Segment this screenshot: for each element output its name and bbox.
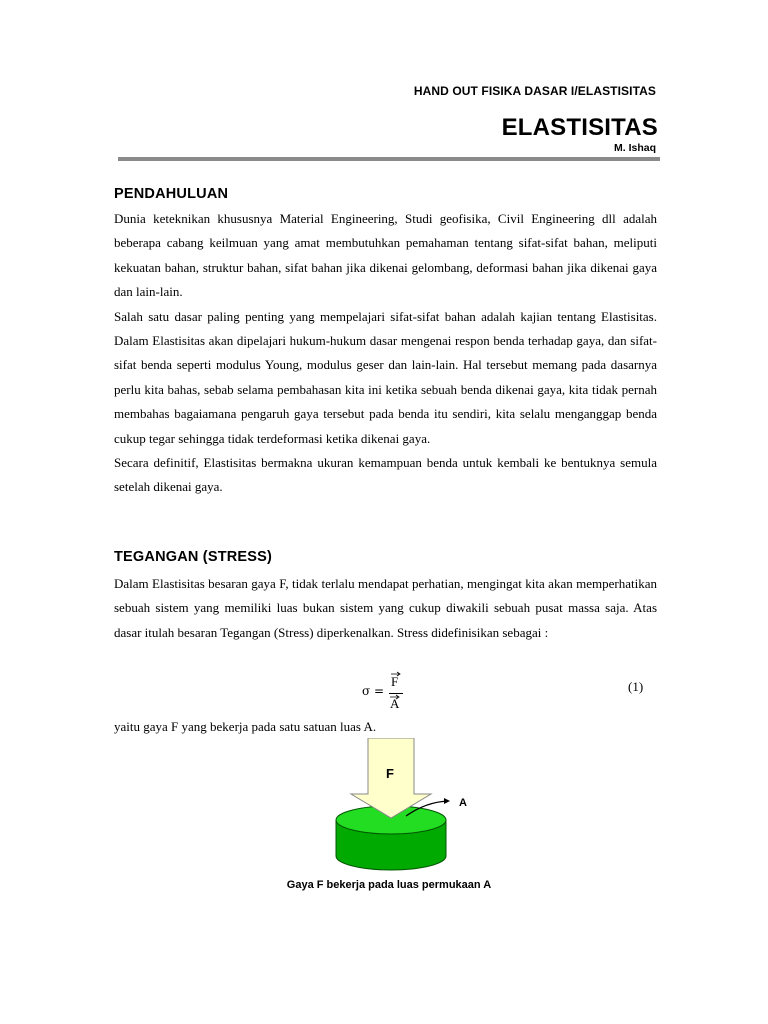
equation-number: (1) (628, 679, 644, 694)
paragraph: Dalam Elastisitas besaran gaya F, tidak terlalu mendapat perhatian, mengingat kita akan memperhatikan sebuah sistem yang memiliki luas bukan sistem yang cukup diwakili sebuah pusat massa saja. Atas dasar itulah besaran Tegangan (Stress) diperkenalkan. Stress didefinisikan sebagai : (114, 576, 657, 640)
equation-lhs: σ = (362, 684, 385, 698)
document-title: ELASTISITAS (501, 114, 658, 141)
paragraph: Salah satu dasar paling penting yang mempelajari sifat-sifat bahan adalah kajian tentang Elastisitas. Dalam Elastisitas akan dipelajari hukum-hukum dasar mengenai respon benda terhadap gaya, dan sifat-sifat benda seperti modulus Young, modulus geser dan lain-lain. Hal tersebut memang pada dasarnya perlu kita bahas, sebab selama pembahasan kita ini ketika sebuah benda dikenai gaya, kita tidak pernah membahas bagaiamana pengaruh gaya tersebut pada benda itu sendiri, kita selalu menganggap benda cukup tegar sehingga tidak terdeformasi ketika dikenai gaya. (114, 308, 657, 446)
heading-tegangan: TEGANGAN (STRESS) (114, 549, 273, 565)
figure-caption (0, 879, 768, 891)
figure-caption-text: Gaya F bekerja pada luas permukaan A (286, 879, 492, 891)
equation-explanation: yaitu gaya F yang bekerja pada satu satuan luas A. (114, 719, 377, 734)
stress-equation (362, 674, 422, 718)
paragraph: Dunia keteknikan khususnya Material Engineering, Studi geofisika, Civil Engineering dll adalah beberapa cabang keilmuan yang amat membutuhkan pemahaman tentang sifat-sifat bahan, meliputi kekuatan bahan, struktur bahan, sifat bahan jika dikenai gelombang, deformasi bahan jika dikenai gaya dan lain-lain. (114, 211, 657, 300)
equation-denominator: A (390, 696, 400, 711)
area-label: A (459, 797, 467, 809)
pendahuluan-body (114, 207, 657, 500)
handout-header: HAND OUT FISIKA DASAR I/ELASTISITAS (413, 84, 656, 98)
tegangan-body (114, 572, 657, 645)
force-on-area-figure (330, 738, 480, 878)
equation-numerator: F (391, 674, 399, 689)
title-rule (118, 157, 660, 161)
force-label: F (386, 766, 394, 781)
author-name: M. Ishaq (613, 142, 656, 154)
heading-pendahuluan: PENDAHULUAN (114, 186, 229, 202)
paragraph: Secara definitif, Elastisitas bermakna ukuran kemampuan benda untuk kembali ke bentuknya semula setelah dikenai gaya. (114, 455, 657, 495)
force-diagram (330, 738, 480, 878)
